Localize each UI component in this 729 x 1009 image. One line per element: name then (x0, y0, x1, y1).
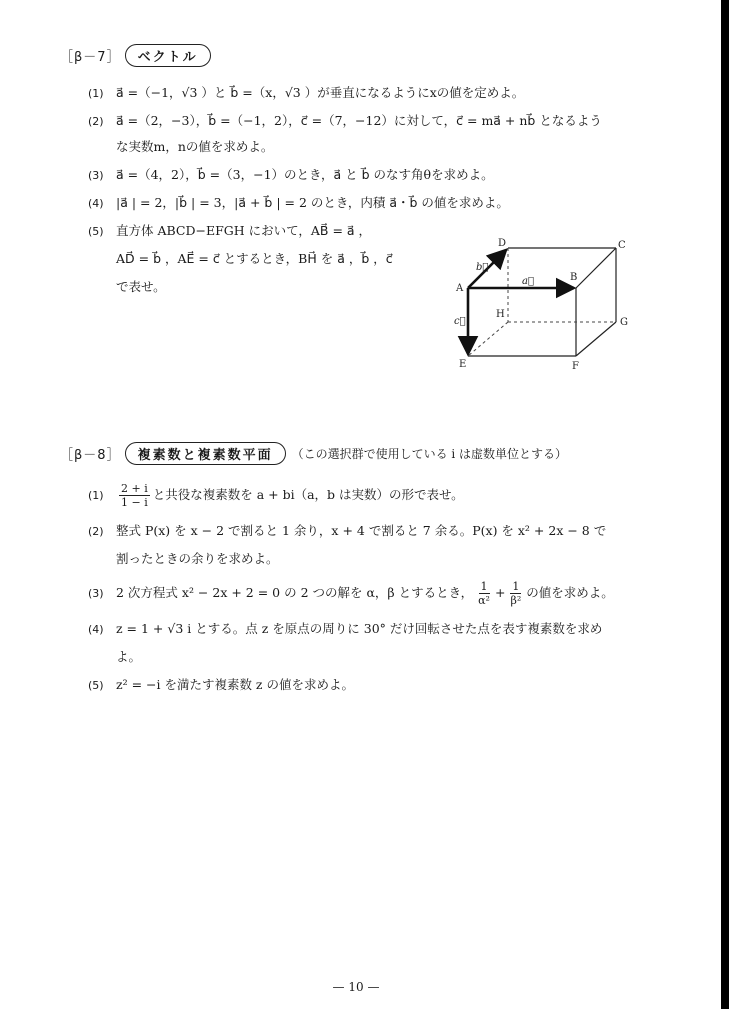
item-text: z² = −i を満たす複素数 z の値を求めよ。 (116, 677, 354, 692)
item-number: (4) (88, 197, 104, 210)
fraction (508, 580, 523, 607)
vector-b-label: b⃗ (476, 262, 489, 273)
plus-sign: + (494, 585, 506, 600)
item-text-continued: 割ったときの余りを求めよ。 (116, 551, 279, 566)
item-text-continued: AD⃗ = b⃗ ，AE⃗ = c⃗ とするとき，BH⃗ を a⃗ ，b⃗ ，c⃗ (116, 251, 393, 266)
vertex-label-g: G (620, 317, 628, 328)
vector-a-label: a⃗ (522, 276, 534, 287)
section-label: ［β－7］ (60, 50, 121, 65)
vertex-label-b: B (570, 272, 578, 283)
item-text-continued: で表せ。 (116, 279, 166, 294)
problem-item (88, 194, 509, 213)
vertex-label-c: C (618, 240, 626, 251)
item-number: (4) (88, 623, 104, 636)
item-text: z = 1 + √3 i とする。点 z を原点の周りに 30° だけ回転させた点を表す複素数を求め (116, 621, 603, 636)
problem-item (88, 522, 606, 541)
item-number: (2) (88, 115, 104, 128)
fraction (119, 482, 150, 509)
item-text: 2 次方程式 x² − 2x + 2 = 0 の 2 つの解を α，β とするとき， (116, 585, 474, 600)
item-number: (5) (88, 225, 104, 238)
fraction-numerator: 2 + i (121, 482, 148, 495)
fraction-denominator: 1 − i (121, 496, 148, 509)
item-text: |a⃗ | = 2，|b⃗ | = 3，|a⃗ + b⃗ | = 2 のとき，内積 a⃗・b⃗ の値を求めよ。 (116, 195, 509, 210)
item-text: 直方体 ABCD−EFGH において，AB⃗ = a⃗ ， (116, 223, 372, 238)
fraction-denominator: α² (478, 594, 490, 607)
vertex-label-h: H (496, 309, 505, 320)
vertex-label-d: D (498, 238, 507, 249)
problem-item (88, 84, 524, 103)
page-edge-bar (721, 0, 729, 1009)
item-text: と共役な複素数を a + bi（a，b は実数）の形で表せ。 (152, 487, 464, 502)
item-number: (2) (88, 525, 104, 538)
cuboid-figure (440, 232, 650, 377)
problem-item (88, 166, 494, 185)
section-title: 複素数と複素数平面 (125, 442, 286, 465)
item-text-tail: の値を求めよ。 (526, 585, 614, 600)
item-number: (3) (88, 587, 104, 600)
fraction-denominator: β² (510, 594, 522, 607)
item-text-continued: よ。 (116, 649, 142, 664)
item-text: a⃗ =（2，−3），b⃗ =（−1，2），c⃗ =（7，−12）に対して，c⃗ = ma⃗ + nb⃗ となるよう (116, 113, 602, 128)
section-label: ［β－8］ (60, 448, 121, 463)
item-number: (3) (88, 169, 104, 182)
item-number: (5) (88, 679, 104, 692)
section-title: ベクトル (125, 44, 211, 67)
item-text-continued: な実数m，nの値を求めよ。 (116, 139, 274, 154)
item-text: a⃗ =（−1，√3 ）と b⃗ =（x，√3 ）が垂直になるようにxの値を定めよ。 (116, 85, 525, 100)
problem-item (88, 480, 464, 511)
fraction (476, 580, 492, 607)
fraction-numerator: 1 (480, 580, 488, 593)
section-beta8-header (60, 442, 567, 465)
page-number: — 10 — (332, 980, 380, 994)
item-text: a⃗ =（4，2），b⃗ =（3，−1）のとき，a⃗ と b⃗ のなす角θを求めよ。 (116, 167, 494, 182)
section-note: （この選択群で使用している i は虚数単位とする） (291, 447, 568, 461)
item-text: 整式 P(x) を x − 2 で割ると 1 余り，x + 4 で割ると 7 余る。P(x) を x² + 2x − 8 で (116, 523, 607, 538)
fraction-numerator: 1 (512, 580, 520, 593)
problem-item (88, 112, 602, 131)
vertex-label-e: E (459, 359, 467, 370)
problem-item (88, 620, 602, 639)
problem-item (88, 578, 614, 609)
item-number: (1) (88, 87, 104, 100)
vector-c-label: c⃗ (454, 316, 466, 327)
item-number: (1) (88, 489, 104, 502)
vertex-label-a: A (456, 283, 464, 294)
problem-item (88, 222, 371, 241)
problem-item (88, 676, 354, 695)
section-beta7-header (60, 44, 211, 67)
vertex-label-f: F (572, 361, 579, 372)
